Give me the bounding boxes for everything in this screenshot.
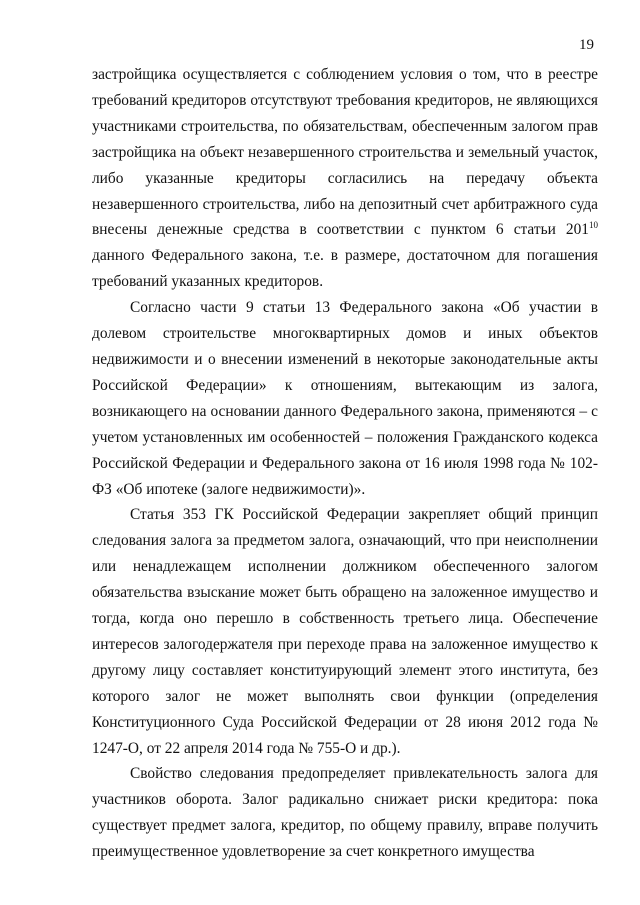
paragraph-1 xyxy=(92,62,598,295)
document-body xyxy=(92,62,598,865)
paragraph-1-text-b: данного Федерального закона, т.е. в размере, достаточном для погашения требований указанных кредиторов. xyxy=(92,247,598,291)
paragraph-3: Статья 353 ГК Российской Федерации закрепляет общий принцип следования залога за предметом залога, означающий, что при неисполнении или ненадлежащем исполнении должником обеспеченного залогом обязательства взыскание может быть обращено на заложенное имущество и тогда, когда оно перешло в собственность третьего лица. Обеспечение интересов залогодержателя при переходе права на заложенное имущество к другому лицу составляет конституирующий элемент этого института, без которого залог не может выполнять свои функции (определения Конституционного Суда Российской Федерации от 28 июня 2012 года № 1247-О, от 22 апреля 2014 года № 755-О и др.). xyxy=(92,506,598,757)
article-superscript: 10 xyxy=(589,220,598,231)
paragraph-1-text-a: застройщика осуществляется с соблюдением условия о том, что в реестре требований кредиторов отсутствуют требования кредиторов, не являющихся участниками строительства, по обязательствам, обеспеченным залогом прав застройщика на объект незавершенного строительства и земельный участок, либо указанные кредиторы согласились на передачу объекта незавершенного строительства, либо на депозитный счет арбитражного суда внесены денежные средства в соответствии с пунктом 6 статьи 201 xyxy=(92,66,598,239)
paragraph-2: Согласно части 9 статьи 13 Федерального закона «Об участии в долевом строительстве многоквартирных домов и иных объектов недвижимости и о внесении изменений в некоторые законодательные акты Российской Федерации» к отношениям, вытекающим из залога, возникающего на основании данного Федерального закона, применяются – с учетом установленных им особенностей – положения Гражданского кодекса Российской Федерации и Федерального закона от 16 июля 1998 года № 102-ФЗ «Об ипотеке (залоге недвижимости)». xyxy=(92,299,598,498)
page-number: 19 xyxy=(579,37,594,53)
paragraph-4: Свойство следования предопределяет привлекательность залога для участников оборота. Залог радикально снижает риски кредитора: пока существует предмет залога, кредитор, по общему правилу, вправе получить преимущественное удовлетворение за счет конкретного имущества xyxy=(92,765,598,861)
